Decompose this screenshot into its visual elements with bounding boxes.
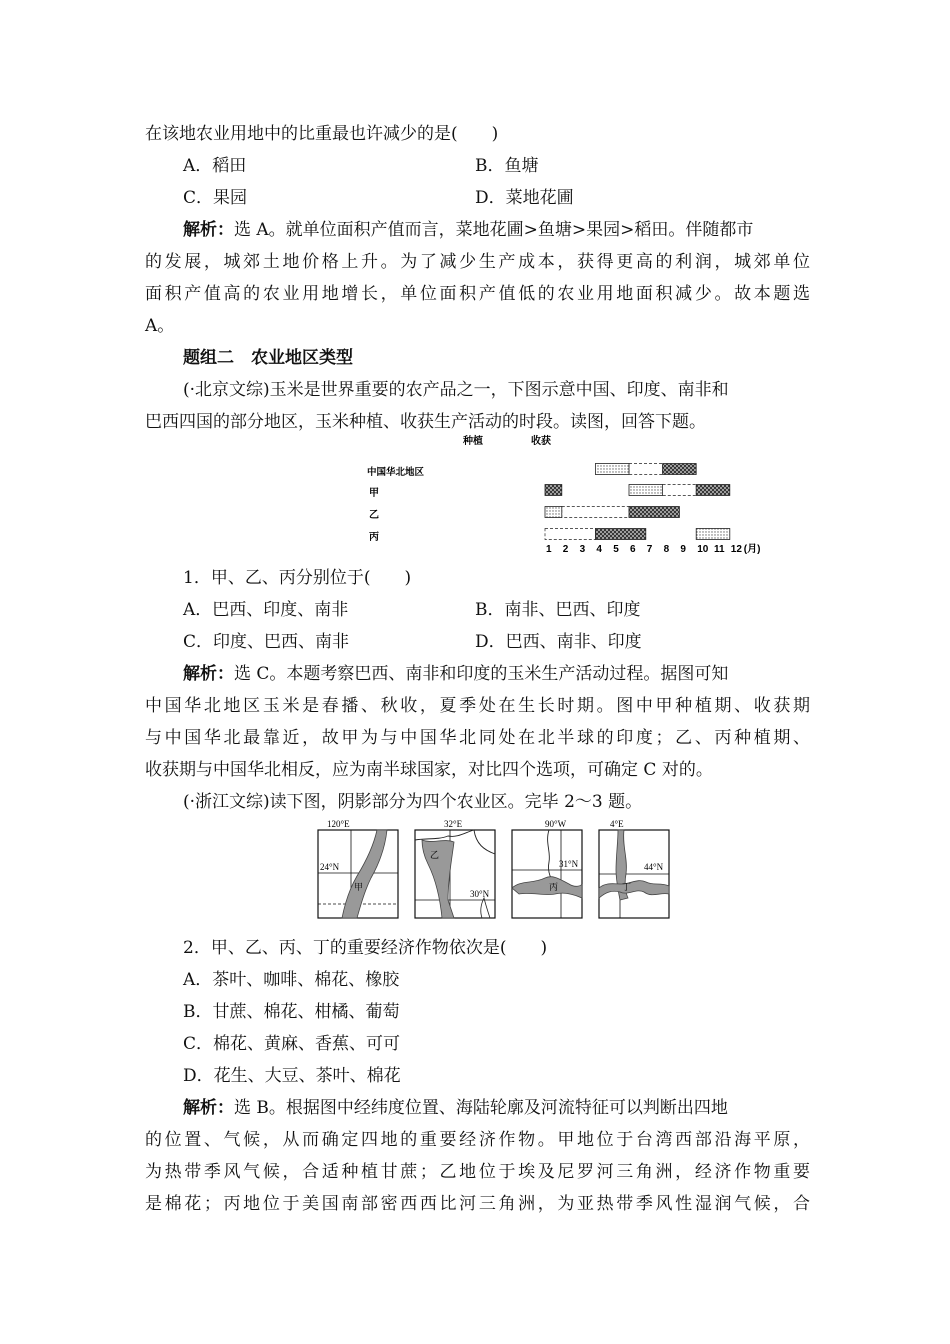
x-tick-label: 1 xyxy=(546,544,552,555)
answer-0-line-3: 面积产值高的农业用地增长，单位面积产值低的农业用地面积减少。故本题选 xyxy=(145,284,810,304)
q0-stem: 在该地农业用地中的比重最也许减少的是( ) xyxy=(145,124,499,144)
row-label-yi: 乙 xyxy=(369,510,379,521)
answer-text: 选 C。本题考察巴西、南非和印度的玉米生产活动过程。据图可知 xyxy=(234,664,729,684)
intro-2: (·浙江文综)读下图，阴影部分为四个农业区。完毕 2～3 题。 xyxy=(183,792,643,812)
x-tick-label: 7 xyxy=(646,544,653,555)
x-axis-unit: (月) xyxy=(743,544,761,555)
gantt-row-3-growth-bar xyxy=(545,529,595,540)
q0-option-d: D．菜地花圃 xyxy=(475,188,574,208)
legend-harvest-label: 收获 xyxy=(531,436,551,447)
answer-0-line-4: A。 xyxy=(145,316,175,336)
gantt-row-1-harvest-bar xyxy=(696,485,730,496)
answer-label: 解析： xyxy=(183,220,234,240)
map-bing-lat: 31°N xyxy=(559,859,579,869)
answer-text: 选 A。就单位面积产值而言，菜地花圃>鱼塘>果园>稻田。伴随都市 xyxy=(234,220,754,240)
answer-2-line-2: 的位置、气候，从而确定四地的重要经济作物。甲地位于台湾西部沿海平原， xyxy=(145,1130,810,1150)
answer-2-line-4: 是棉花；丙地位于美国南部密西西比河三角洲，为亚热带季风性湿润气候，合 xyxy=(145,1194,810,1214)
map-jia xyxy=(318,819,398,918)
gantt-row-1-harvest-bar-2 xyxy=(545,485,562,496)
x-tick-label: 2 xyxy=(562,544,569,555)
q1-option-c: C．印度、巴西、南非 xyxy=(183,632,350,652)
x-tick-label: 5 xyxy=(613,544,619,555)
answer-label: 解析： xyxy=(183,664,234,684)
row-label-north-china: 中国华北地区 xyxy=(367,467,425,478)
map-bing xyxy=(512,819,582,918)
map-ding-lat: 44°N xyxy=(644,862,664,872)
answer-1-line-2: 中国华北地区玉米是春播、秋收，夏季处在生长时期。图中甲种植期、收获期 xyxy=(145,696,810,716)
x-tick-label: 3 xyxy=(579,544,586,555)
q0-option-c: C．果园 xyxy=(183,188,248,208)
answer-2-line-1 xyxy=(183,1092,810,1124)
gantt-row-2-plant-bar xyxy=(545,507,562,518)
gantt-row-3-plant-bar xyxy=(696,529,730,540)
map-ding xyxy=(599,819,669,918)
gantt-row-2-growth-bar xyxy=(562,507,629,518)
row-label-bing: 丙 xyxy=(369,532,379,543)
answer-0-line-2: 的发展，城郊土地价格上升。为了减少生产成本，获得更高的利润，城郊单位 xyxy=(145,252,810,272)
x-tick-label: 12 xyxy=(730,544,742,555)
group-title: 题组二 农业地区类型 xyxy=(183,348,353,368)
q2-stem: 2．甲、乙、丙、丁的重要经济作物依次是( ) xyxy=(183,938,548,958)
map-bing-region: 丙 xyxy=(549,882,559,892)
map-ding-region: 丁 xyxy=(622,882,632,892)
x-tick-label: 11 xyxy=(714,544,725,555)
gantt-row-2-harvest-bar xyxy=(629,507,679,518)
intro-1-line-1: (·北京文综)玉米是世界重要的农产品之一，下图示意中国、印度、南非和 xyxy=(183,380,729,400)
map-yi-lon: 32°E xyxy=(444,819,463,829)
q1-option-b: B．南非、巴西、印度 xyxy=(475,600,641,620)
answer-1-line-3: 与中国华北最靠近，故甲为与中国华北同处在北半球的印度；乙、丙种植期、 xyxy=(145,728,810,748)
map-bing-lon: 90°W xyxy=(545,819,567,829)
q0-option-a: A．稻田 xyxy=(183,156,247,176)
map-yi-lat: 30°N xyxy=(470,889,490,899)
map-jia-lon: 120°E xyxy=(327,819,350,829)
answer-2-line-3: 为热带季风气候，合适种植甘蔗；乙地位于埃及尼罗河三角洲，经济作物重要 xyxy=(145,1162,810,1182)
map-jia-lat: 24°N xyxy=(320,862,340,872)
gantt-row-1-growth-bar xyxy=(663,485,697,496)
x-tick-label: 8 xyxy=(663,544,670,555)
x-tick-label: 9 xyxy=(680,544,686,555)
gantt-row-1-plant-bar xyxy=(629,485,663,496)
q2-option-d: D．花生、大豆、茶叶、棉花 xyxy=(183,1066,401,1086)
answer-label: 解析： xyxy=(183,1098,234,1118)
q2-option-a: A．茶叶、咖啡、棉花、橡胶 xyxy=(183,970,400,990)
q2-option-c: C．棉花、黄麻、香蕉、可可 xyxy=(183,1034,401,1054)
answer-1-line-1 xyxy=(183,658,810,690)
gantt-row-3-harvest-bar xyxy=(595,529,645,540)
x-tick-label: 10 xyxy=(697,544,709,555)
row-label-jia: 甲 xyxy=(369,488,379,499)
gantt-row-0-harvest-bar xyxy=(663,464,697,475)
legend-plant-label: 种植 xyxy=(463,436,483,447)
x-tick-label: 6 xyxy=(630,544,636,555)
agricultural-regions-maps xyxy=(317,818,677,922)
map-jia-region: 甲 xyxy=(354,882,364,892)
answer-1-line-4: 收获期与中国华北相反，应为南半球国家，对比四个选项，可确定 C 对的。 xyxy=(145,760,713,780)
answer-0-line-1 xyxy=(183,214,810,246)
gantt-row-0-growth-bar xyxy=(629,464,663,475)
q1-stem: 1．甲、乙、丙分别位于( ) xyxy=(183,568,412,588)
q1-option-d: D．巴西、南非、印度 xyxy=(475,632,642,652)
q1-option-a: A．巴西、印度、南非 xyxy=(183,600,349,620)
x-tick-label: 4 xyxy=(596,544,602,555)
gantt-row-0-plant-bar xyxy=(595,464,629,475)
q0-option-b: B．鱼塘 xyxy=(475,156,539,176)
answer-text: 选 B。根据图中经纬度位置、海陆轮廓及河流特征可以判断出四地 xyxy=(234,1098,728,1118)
map-yi xyxy=(415,819,495,918)
planting-harvest-chart xyxy=(363,432,761,555)
map-ding-lon: 4°E xyxy=(610,819,624,829)
map-yi-region: 乙 xyxy=(430,850,440,860)
q2-option-b: B．甘蔗、棉花、柑橘、葡萄 xyxy=(183,1002,400,1022)
intro-1-line-2: 巴西四国的部分地区，玉米种植、收获生产活动的时段。读图，回答下题。 xyxy=(145,412,706,432)
